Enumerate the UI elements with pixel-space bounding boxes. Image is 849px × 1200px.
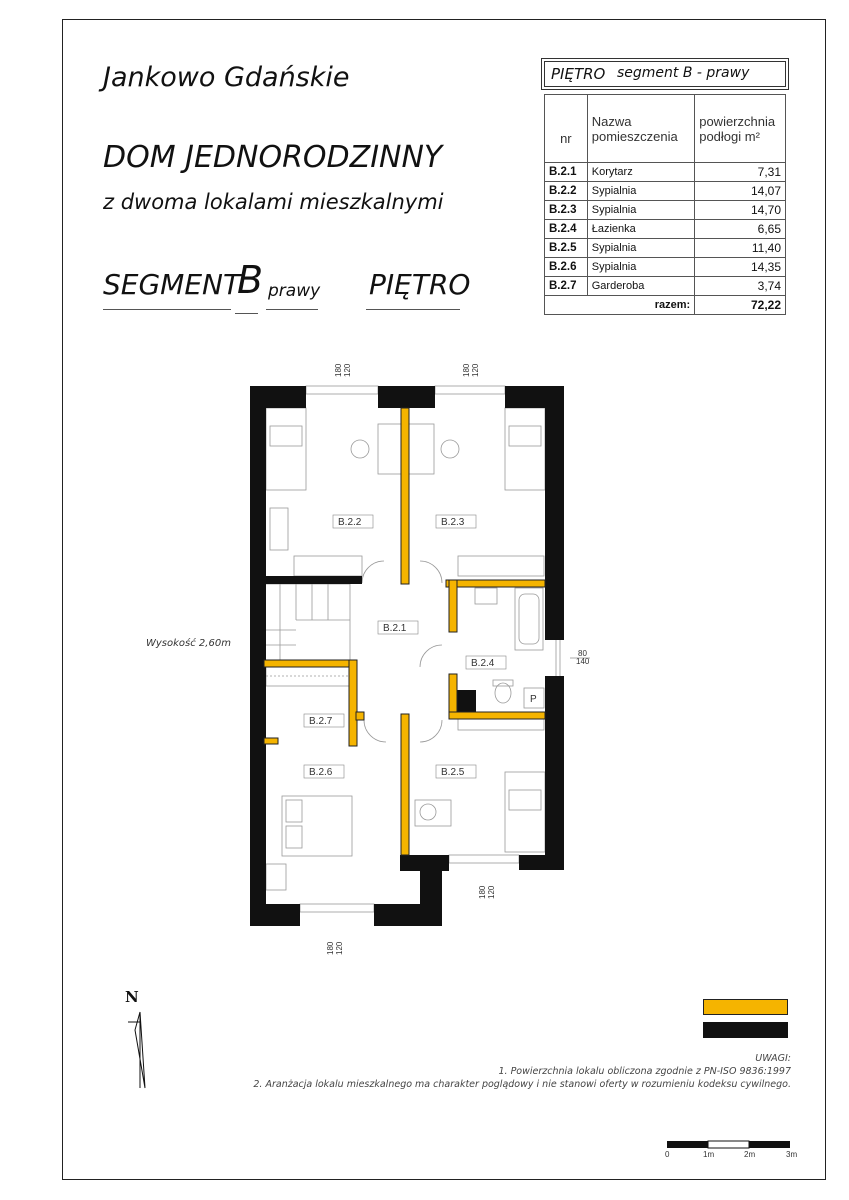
table-title-floor: PIĘTRO — [551, 65, 606, 83]
scale-bar — [667, 1141, 790, 1148]
room-label-b27: B.2.7 — [309, 716, 333, 727]
row-nr: B.2.7 — [545, 277, 588, 296]
ceiling-height-label: Wysokość 2,60m — [146, 638, 231, 649]
row-area: 7,31 — [695, 163, 786, 182]
room-label-b26: B.2.6 — [309, 767, 333, 778]
row-name: Sypialnia — [587, 258, 694, 277]
col-header-area: powierzchnia podłogi m² — [695, 95, 786, 163]
segment-label: SEGMENT — [103, 268, 241, 301]
scale-label-0: 0 — [665, 1150, 670, 1159]
north-arrow — [125, 988, 145, 1088]
dim-right-b: 140 — [576, 657, 590, 666]
col-header-nr: nr — [545, 95, 588, 163]
scale-label-3m: 3m — [786, 1150, 798, 1159]
row-area: 14,70 — [695, 201, 786, 220]
room-label-b21: B.2.1 — [383, 623, 407, 634]
row-nr: B.2.2 — [545, 182, 588, 201]
row-name: Sypialnia — [587, 239, 694, 258]
dim-right-a: 80 — [578, 649, 587, 658]
scale-label-2m: 2m — [744, 1150, 756, 1159]
col-header-name: Nazwa pomieszczenia — [587, 95, 694, 163]
segment-side: prawy — [268, 281, 321, 301]
room-label-b24: B.2.4 — [471, 658, 495, 669]
row-area: 11,40 — [695, 239, 786, 258]
sum-label: razem: — [587, 296, 694, 315]
dim-bottom-right-b: 120 — [487, 885, 496, 899]
dim-top-right-a: 180 — [462, 363, 471, 377]
row-name: Korytarz — [587, 163, 694, 182]
row-area: 14,35 — [695, 258, 786, 277]
floor-label: PIĘTRO — [369, 268, 471, 301]
dim-bottom-right-a: 180 — [478, 885, 487, 899]
row-nr: B.2.3 — [545, 201, 588, 220]
furniture — [264, 386, 560, 912]
notes-title: UWAGI: — [755, 1053, 791, 1064]
row-area: 14,07 — [695, 182, 786, 201]
sum-value: 72,22 — [695, 296, 786, 315]
room-labels — [304, 515, 537, 778]
notes-line-2: 2. Aranżacja lokalu mieszkalnego ma charakter poglądowy i nie stanowi oferty w rozumieniu kodeksu cywilnego. — [253, 1079, 791, 1090]
row-name: Sypialnia — [587, 182, 694, 201]
row-nr: B.2.6 — [545, 258, 588, 277]
notes-block — [253, 1052, 791, 1091]
dim-top-right-b: 120 — [471, 363, 480, 377]
dim-top-left-b: 120 — [343, 363, 352, 377]
row-area: 6,65 — [695, 220, 786, 239]
legend-partition-wall-swatch — [703, 999, 788, 1015]
scale-label-1m: 1m — [703, 1150, 715, 1159]
north-label: N — [125, 988, 139, 1006]
wc-mark: P — [530, 694, 537, 705]
room-label-b25: B.2.5 — [441, 767, 465, 778]
dim-top-left-a: 180 — [334, 363, 343, 377]
dim-bottom-left-b: 120 — [335, 941, 344, 955]
table-title-segment: segment B - prawy — [617, 65, 750, 81]
location-title: Jankowo Gdańskie — [103, 62, 350, 93]
dim-bottom-left-a: 180 — [326, 941, 335, 955]
room-label-b22: B.2.2 — [338, 517, 362, 528]
notes-line-1: 1. Powierzchnia lokalu obliczona zgodnie z PN-ISO 9836:1997 — [498, 1066, 791, 1077]
building-subtitle: z dwoma lokalami mieszkalnymi — [103, 190, 444, 214]
row-name: Łazienka — [587, 220, 694, 239]
row-name: Sypialnia — [587, 201, 694, 220]
row-nr: B.2.4 — [545, 220, 588, 239]
room-label-b23: B.2.3 — [441, 517, 465, 528]
row-nr: B.2.1 — [545, 163, 588, 182]
segment-letter: B — [237, 258, 264, 302]
row-nr: B.2.5 — [545, 239, 588, 258]
row-area: 3,74 — [695, 277, 786, 296]
row-name: Garderoba — [587, 277, 694, 296]
legend-structural-wall-swatch — [703, 1022, 788, 1038]
building-type-title: DOM JEDNORODZINNY — [103, 140, 443, 175]
